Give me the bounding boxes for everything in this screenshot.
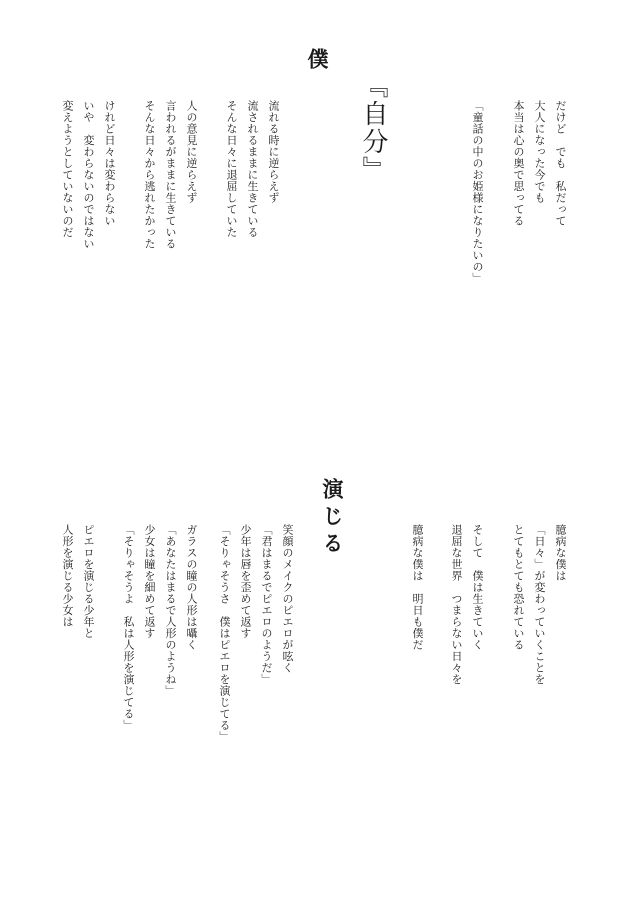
verse-line: けれど日々は変わらない xyxy=(103,100,116,227)
verse-line: 少女は瞳を細めて返す xyxy=(143,524,156,639)
verse-line: 「そりゃそうよ 私は人形を演じてる」 xyxy=(122,524,135,731)
verse-line: 「君はまるでピエロのようだ」 xyxy=(260,524,273,685)
verse-line: いや 変わらないのではない xyxy=(82,100,95,250)
verse-line: 人の意見に逆らえず xyxy=(185,100,198,204)
verse-line: 言われるがままに生きている xyxy=(164,100,177,250)
verse-line: 変えようとしていないのだ xyxy=(61,100,74,238)
verse-line: 臆病な僕は 明日も僕だ xyxy=(411,524,424,651)
verse-line: ピエロを演じる少年と xyxy=(82,524,95,639)
verse-line: 「童話の中のお姫様になりたいの」 xyxy=(471,100,484,284)
verse-line: 「そりゃそうさ 僕はピエロを演じてる」 xyxy=(218,524,231,743)
verse-line: 「あなたはまるで人形のようね」 xyxy=(164,524,177,697)
verse-line: そんな日々から逃れたかった xyxy=(143,100,156,250)
verse-line: 本当は心の奥で思ってる xyxy=(512,100,525,227)
verse-line: とてもとても恐れている xyxy=(512,524,525,651)
verse-line: 流れる時に逆らえず xyxy=(267,100,280,204)
verse-line: だけど でも 私だって xyxy=(554,100,567,227)
verse-line: 笑顔のメイクのピエロが呟く xyxy=(281,524,294,674)
verse-line: 大人になった今でも xyxy=(533,100,546,204)
poem-title: 『自分』 xyxy=(358,72,388,184)
section-heading-enjiru: 演じる xyxy=(320,478,345,559)
verse-line: そんな日々に退屈していた xyxy=(225,100,238,238)
verse-line: 人形を演じる少女は xyxy=(61,524,74,628)
verse-line: 少年は唇を歪めて返す xyxy=(239,524,252,639)
verse-line: そして 僕は生きていく xyxy=(471,524,484,651)
verse-line: 退屈な世界 つまらない日々を xyxy=(450,524,463,685)
section-heading-boku: 僕 xyxy=(305,48,330,75)
verse-line: ガラスの瞳の人形は囁く xyxy=(185,524,198,651)
verse-line: 臆病な僕は xyxy=(554,524,567,582)
verse-line: 「日々」が変わっていくことを xyxy=(533,524,546,685)
verse-line: 流されるままに生きている xyxy=(246,100,259,238)
